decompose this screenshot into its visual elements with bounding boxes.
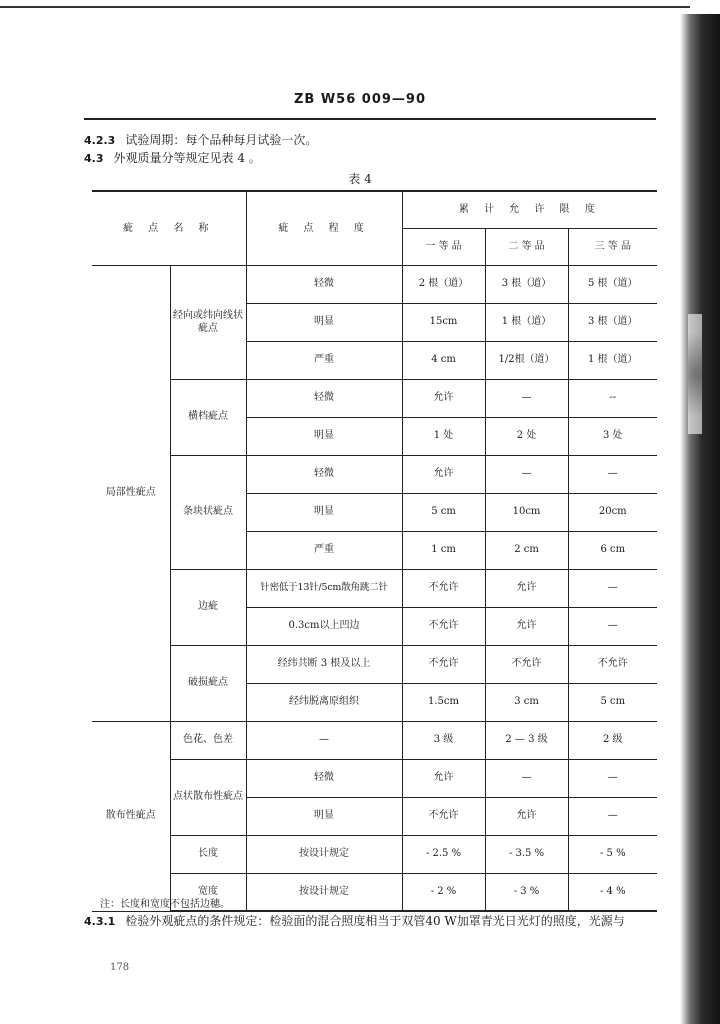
table-note: 注：长度和宽度不包括边穗。 <box>100 899 230 910</box>
grade-3-cell: 5 根（道） <box>568 265 657 303</box>
group-length: 长度 <box>170 835 246 873</box>
header-row <box>92 191 657 228</box>
group-selvage: 边疵 <box>170 569 246 645</box>
grade-1-cell: 1 处 <box>402 417 485 455</box>
grade-1-cell: 允许 <box>402 379 485 417</box>
grade-1-cell: 允许 <box>402 759 485 797</box>
group-strip-block: 条块状疵点 <box>170 455 246 569</box>
grade-3-cell: - 4 % <box>568 873 657 911</box>
grade-2-cell: 3 cm <box>485 683 568 721</box>
clause-number: 4.2.3 <box>84 134 116 147</box>
header-grade-2: 二 等 品 <box>485 228 568 265</box>
degree-cell: 轻微 <box>246 455 402 493</box>
grade-3-cell: 2 级 <box>568 721 657 759</box>
grade-1-cell: 1.5cm <box>402 683 485 721</box>
table-row <box>92 759 657 797</box>
grade-2-cell: - 3 % <box>485 873 568 911</box>
degree-cell: 0.3cm以上凹边 <box>246 607 402 645</box>
grade-1-cell: 3 级 <box>402 721 485 759</box>
grade-1-cell: 1 cm <box>402 531 485 569</box>
grade-3-cell: — <box>568 797 657 835</box>
degree-cell: 严重 <box>246 341 402 379</box>
grade-3-cell: 不允许 <box>568 645 657 683</box>
grade-2-cell: — <box>485 379 568 417</box>
grade-2-cell: 允许 <box>485 569 568 607</box>
degree-cell: 明显 <box>246 797 402 835</box>
degree-cell: 明显 <box>246 493 402 531</box>
grade-3-cell: 3 处 <box>568 417 657 455</box>
grade-3-cell: 6 cm <box>568 531 657 569</box>
header-defect-name: 疵 点 名 称 <box>92 191 246 265</box>
degree-cell: 按设计规定 <box>246 873 402 911</box>
grade-2-cell: 3 根（道） <box>485 265 568 303</box>
degree-cell: 按设计规定 <box>246 835 402 873</box>
grade-3-cell: -- <box>568 379 657 417</box>
grade-2-cell: — <box>485 455 568 493</box>
grade-3-cell: — <box>568 759 657 797</box>
table-row <box>92 455 657 493</box>
clause-4-3-1 <box>84 912 684 929</box>
grade-1-cell: 不允许 <box>402 569 485 607</box>
category-local: 局部性疵点 <box>92 265 170 721</box>
grade-1-cell: 允许 <box>402 455 485 493</box>
table-row <box>92 835 657 873</box>
header-allowance: 累 计 允 许 限 度 <box>402 191 657 228</box>
degree-cell: 轻微 <box>246 265 402 303</box>
defect-grading-table <box>92 190 657 912</box>
grade-3-cell: - 5 % <box>568 835 657 873</box>
grade-2-cell: 1/2根（道） <box>485 341 568 379</box>
header-grade-1: 一 等 品 <box>402 228 485 265</box>
grade-2-cell: - 3.5 % <box>485 835 568 873</box>
clause-number: 4.3 <box>84 152 104 165</box>
grade-1-cell: 2 根（道） <box>402 265 485 303</box>
grade-1-cell: 不允许 <box>402 607 485 645</box>
grade-3-cell: 3 根（道） <box>568 303 657 341</box>
grade-2-cell: 2 — 3 级 <box>485 721 568 759</box>
grade-3-cell: 5 cm <box>568 683 657 721</box>
header-defect-degree: 疵 点 程 度 <box>246 191 402 265</box>
grade-3-cell: — <box>568 607 657 645</box>
clause-text: 检验外观疵点的条件规定：检验面的混合照度相当于双管40 W加罩青光日光灯的照度，光源与 <box>125 914 625 928</box>
grade-2-cell: — <box>485 759 568 797</box>
table-row <box>92 569 657 607</box>
header-grade-3: 三 等 品 <box>568 228 657 265</box>
grade-1-cell: 不允许 <box>402 645 485 683</box>
category-scattered: 散布性疵点 <box>92 721 170 911</box>
scan-binding-shadow <box>680 14 720 1024</box>
grade-1-cell: - 2.5 % <box>402 835 485 873</box>
grade-2-cell: 10cm <box>485 493 568 531</box>
group-color: 色花、色差 <box>170 721 246 759</box>
degree-cell: 针密低于13针/5cm散角跳二针 <box>246 569 402 607</box>
table-row <box>92 721 657 759</box>
degree-cell: 明显 <box>246 417 402 455</box>
grade-3-cell: 20cm <box>568 493 657 531</box>
table-row <box>92 645 657 683</box>
clause-4-3 <box>84 149 261 166</box>
grade-2-cell: 不允许 <box>485 645 568 683</box>
header-rule <box>84 118 656 120</box>
group-width: 宽度 <box>170 873 246 911</box>
table-row <box>92 379 657 417</box>
group-spot: 点状散布性疵点 <box>170 759 246 835</box>
grade-3-cell: — <box>568 455 657 493</box>
clause-4-2-3 <box>84 131 317 148</box>
grade-1-cell: - 2 % <box>402 873 485 911</box>
clause-text: 试验周期：每个品种每月试验一次。 <box>125 133 318 147</box>
page-number: 178 <box>110 962 130 973</box>
top-scan-rule <box>0 6 690 8</box>
group-horizontal-bar: 横档疵点 <box>170 379 246 455</box>
clause-number: 4.3.1 <box>84 915 116 928</box>
grade-3-cell: 1 根（道） <box>568 341 657 379</box>
group-warp-weft-line: 经向或纬向线状疵点 <box>170 265 246 379</box>
grade-1-cell: 不允许 <box>402 797 485 835</box>
grade-2-cell: 2 处 <box>485 417 568 455</box>
grade-2-cell: 1 根（道） <box>485 303 568 341</box>
grade-2-cell: 允许 <box>485 797 568 835</box>
grade-3-cell: — <box>568 569 657 607</box>
degree-cell: 经纬脱离原组织 <box>246 683 402 721</box>
degree-cell: 明显 <box>246 303 402 341</box>
grade-1-cell: 15cm <box>402 303 485 341</box>
grade-1-cell: 5 cm <box>402 493 485 531</box>
degree-cell: 经纬共断 3 根及以上 <box>246 645 402 683</box>
clause-text: 外观质量分等规定见表 4 。 <box>113 151 261 165</box>
degree-cell: 轻微 <box>246 379 402 417</box>
table-row <box>92 265 657 303</box>
degree-cell: 严重 <box>246 531 402 569</box>
standard-number: ZB W56 009—90 <box>293 92 427 107</box>
grade-2-cell: 2 cm <box>485 531 568 569</box>
group-breakage: 破损疵点 <box>170 645 246 721</box>
grade-1-cell: 4 cm <box>402 341 485 379</box>
grade-2-cell: 允许 <box>485 607 568 645</box>
degree-cell: 轻微 <box>246 759 402 797</box>
table-caption: 表 4 <box>348 172 372 186</box>
degree-cell: — <box>246 721 402 759</box>
